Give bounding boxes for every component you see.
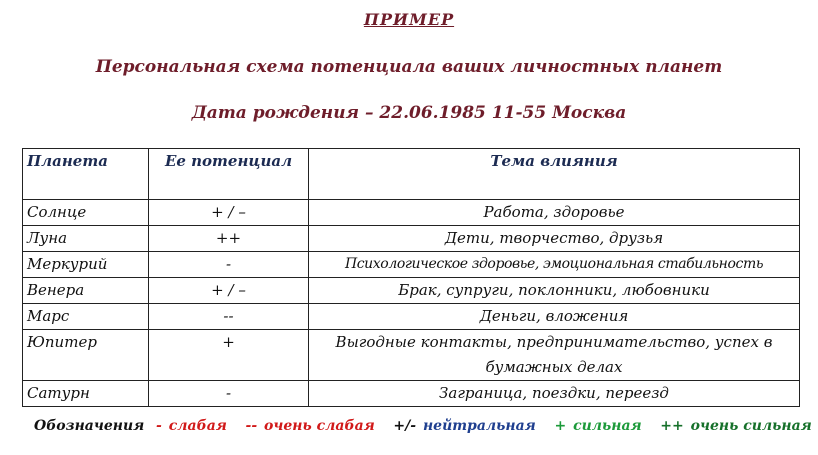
legend-text: нейтральная	[422, 418, 536, 434]
planet-topic: Психологическое здоровье, эмоциональная стабильность	[309, 252, 800, 278]
planet-topic: Дети, творчество, друзья	[309, 226, 800, 252]
legend-text: очень слабая	[264, 418, 375, 434]
planet-name: Сатурн	[23, 381, 149, 407]
planet-potential: --	[149, 304, 309, 330]
birth-date-line: Дата рождения – 22.06.1985 11-55 Москва	[191, 103, 627, 123]
planet-potential: + / –	[149, 200, 309, 226]
legend-text: сильная	[573, 418, 642, 434]
table-row	[23, 381, 800, 407]
table-row	[23, 252, 800, 278]
planet-topic: Выгодные контакты, предпринимательство, успех в бумажных делах	[309, 330, 800, 381]
planet-name: Меркурий	[23, 252, 149, 278]
legend-item-strong	[545, 418, 644, 434]
table-row	[23, 330, 800, 381]
legend-item-neutral	[384, 418, 538, 434]
legend-symbol: --	[235, 418, 263, 434]
table-row	[23, 226, 800, 252]
table-row	[23, 304, 800, 330]
legend-item-very-weak	[236, 418, 377, 434]
planet-name: Солнце	[23, 200, 149, 226]
planet-name: Марс	[23, 304, 149, 330]
legend-symbol: +/-	[383, 418, 421, 434]
column-header-potential: Ее потенциал	[149, 149, 309, 200]
planet-topic: Работа, здоровье	[309, 200, 800, 226]
planet-potential: +	[149, 330, 309, 381]
legend-item-weak	[151, 418, 229, 434]
legend-symbol: +	[544, 418, 572, 434]
planet-topic: Заграница, поездки, переезд	[309, 381, 800, 407]
planet-topic: Брак, супруги, поклонники, любовники	[309, 278, 800, 304]
table-row	[23, 278, 800, 304]
legend-text: очень сильная	[690, 418, 812, 434]
planet-potential: -	[149, 381, 309, 407]
legend-label: Обозначения	[34, 418, 145, 434]
planet-name: Луна	[23, 226, 149, 252]
planet-potential: + / –	[149, 278, 309, 304]
planet-potential: ++	[149, 226, 309, 252]
planet-name: Венера	[23, 278, 149, 304]
legend-symbol: ++	[650, 418, 689, 434]
table-row	[23, 200, 800, 226]
planet-name: Юпитер	[23, 330, 149, 381]
planet-potential-table	[22, 148, 800, 407]
legend	[34, 418, 816, 434]
planet-topic: Деньги, вложения	[309, 304, 800, 330]
schema-title: Персональная схема потенциала ваших личностных планет	[95, 57, 723, 77]
table-header-row	[23, 149, 800, 200]
legend-symbol: -	[151, 418, 167, 434]
planet-potential: -	[149, 252, 309, 278]
example-heading: ПРИМЕР	[363, 10, 455, 29]
column-header-planet: Планета	[23, 149, 149, 200]
legend-text: слабая	[168, 418, 227, 434]
legend-item-very-strong	[651, 418, 814, 434]
column-header-topic: Тема влияния	[309, 149, 800, 200]
